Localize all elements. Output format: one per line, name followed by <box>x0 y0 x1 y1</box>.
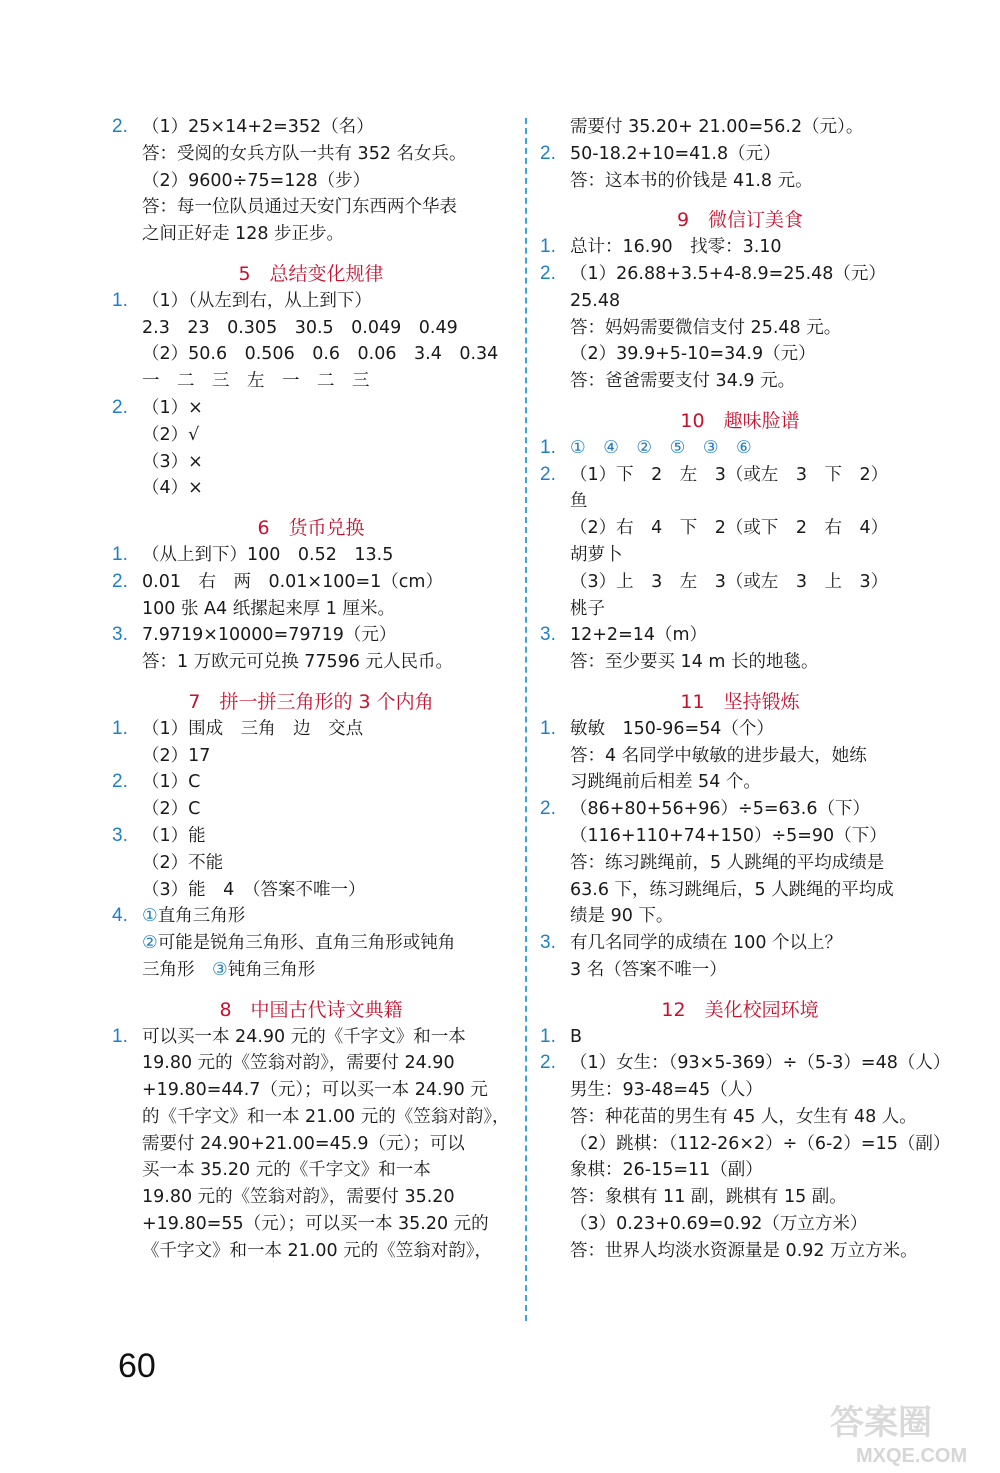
answer-line <box>112 622 510 649</box>
answer-text: （1）能 <box>142 825 206 846</box>
answer-line <box>540 716 940 743</box>
answer-text: （2）跳棋：（112-26×2）÷（6-2）=15（副） <box>570 1133 951 1154</box>
section-11-body <box>540 716 940 984</box>
item-number: 2. <box>540 1052 556 1074</box>
answer-line <box>112 743 510 770</box>
answer-text: 答：爸爸需要支付 34.9 元。 <box>570 371 796 392</box>
answer-text: 25.48 <box>570 290 621 311</box>
answer-line <box>540 1104 940 1131</box>
answer-text: （2）√ <box>142 424 200 445</box>
answer-text: 19.80 元的《笠翁对韵》，需要付 35.20 <box>142 1187 455 1208</box>
answer-line <box>540 315 940 342</box>
right-column <box>540 114 951 1265</box>
answer-text: 敏敏 150-96=54（个） <box>570 718 774 739</box>
answer-text: （4）× <box>142 478 203 499</box>
answer-text: 绩是 90 下。 <box>570 906 674 927</box>
answer-text: （3）0.23+0.69=0.92（万立方米） <box>570 1214 868 1235</box>
answer-text: 习跳绳前后相差 54 个。 <box>570 772 761 793</box>
answer-text: 答：种花苗的男生有 45 人，女生有 48 人。 <box>570 1106 917 1127</box>
watermark-sub-text: MXQE.COM <box>856 1445 968 1467</box>
section-title-7: 7 拼一拼三角形的 3 个内角 <box>188 690 434 713</box>
answer-text: （从上到下）100 0.52 13.5 <box>142 544 394 565</box>
section-9-body <box>540 234 940 395</box>
item-number: 2. <box>112 116 128 137</box>
answer-line <box>112 288 510 315</box>
answer-line <box>112 449 510 476</box>
item-number: 1. <box>112 289 128 311</box>
answer-line <box>112 596 510 623</box>
answer-line <box>540 435 940 462</box>
answer-line <box>540 769 940 796</box>
item-number: 2. <box>540 798 556 820</box>
answer-text: 买一本 35.20 元的《千字文》和一本 <box>142 1160 431 1181</box>
answer-line <box>540 622 940 649</box>
answer-line <box>112 221 510 248</box>
answer-line <box>540 542 940 569</box>
answer-line <box>540 1157 940 1184</box>
watermark-main-text: 答案圈 <box>830 1404 932 1442</box>
answer-line <box>112 1238 510 1265</box>
answer-text: （2）C <box>142 799 201 820</box>
left-intro <box>112 114 510 248</box>
answer-line <box>540 743 940 770</box>
answer-line <box>112 1131 510 1158</box>
item-number: 3. <box>112 624 128 646</box>
item-number: 2. <box>112 570 128 592</box>
answer-line <box>540 823 940 850</box>
answer-text: ① ④ ② ⑤ ③ ⑥ <box>570 437 752 458</box>
answer-text: 答：象棋有 11 副，跳棋有 15 副。 <box>570 1187 847 1208</box>
section-title-6: 6 货币兑换 <box>257 517 365 540</box>
answer-text: （1）女生：（93×5-369）÷（5-3）=48（人） <box>570 1053 951 1074</box>
answer-text: （2）右 4 下 2（或下 2 右 4） <box>570 518 889 539</box>
answer-text: 答：4 名同学中敏敏的进步最大，她练 <box>570 745 867 766</box>
answer-line <box>540 1184 940 1211</box>
answer-text: +19.80=55（元）；可以买一本 35.20 元的 <box>142 1214 489 1235</box>
left-column <box>112 114 510 1265</box>
answer-line <box>112 569 510 596</box>
answer-line <box>540 596 940 623</box>
answer-line <box>540 341 940 368</box>
section-6-body <box>112 542 510 676</box>
section-title-10: 10 趣味脸谱 <box>680 409 800 432</box>
section-title-8: 8 中国古代诗文典籍 <box>219 998 403 1021</box>
answer-text: +19.80=44.7（元）；可以买一本 24.90 元 <box>142 1080 488 1101</box>
answer-line <box>112 542 510 569</box>
item-number: 1. <box>112 1025 128 1047</box>
answer-text: （2）50.6 0.506 0.6 0.06 3.4 0.34 <box>142 344 499 365</box>
answer-line <box>540 1238 940 1265</box>
section-12-body <box>540 1024 951 1265</box>
answer-line <box>540 1131 951 1158</box>
item-number: 2. <box>112 396 128 418</box>
answer-text: （3）上 3 左 3（或左 3 上 3） <box>570 571 889 592</box>
answer-line <box>112 716 510 743</box>
answer-text: 2.3 23 0.305 30.5 0.049 0.49 <box>142 317 458 338</box>
section-10-body <box>540 435 940 676</box>
answer-line <box>540 168 940 195</box>
item-number: 1. <box>540 436 556 458</box>
answer-text: 答：妈妈需要微信支付 25.48 元。 <box>570 317 842 338</box>
answer-line <box>112 1077 510 1104</box>
answer-text: （1）25×14+2=352（名） <box>142 117 374 137</box>
answer-text: （2）39.9+5-10=34.9（元） <box>570 344 816 365</box>
answer-text: 三角形 ③钝角三角形 <box>142 959 316 980</box>
section-8-body <box>112 1024 510 1265</box>
answer-line <box>112 823 510 850</box>
answer-text: 胡萝卜 <box>570 544 623 565</box>
answer-text: 可以买一本 24.90 元的《千字文》和一本 <box>142 1026 466 1047</box>
item-number: 3. <box>540 932 556 954</box>
answer-text: ①直角三角形 <box>142 906 246 927</box>
answer-text: （1）26.88+3.5+4-8.9=25.48（元） <box>570 263 886 284</box>
answer-line <box>540 903 940 930</box>
section-title-12: 12 美化校园环境 <box>661 998 819 1021</box>
answer-line <box>540 1050 951 1077</box>
answer-text: 50-18.2+10=41.8（元） <box>570 143 781 164</box>
answer-line <box>540 649 940 676</box>
answer-text: 答：每一位队员通过天安门东西两个华表 <box>142 197 457 218</box>
answer-line <box>540 930 940 957</box>
answer-line <box>112 114 510 141</box>
item-number: 3. <box>540 624 556 646</box>
answer-line <box>540 796 940 823</box>
section-title-11: 11 坚持锻炼 <box>680 690 800 713</box>
item-number: 2. <box>540 262 556 284</box>
answer-text: 男生：93-48=45（人） <box>570 1080 763 1101</box>
answer-line <box>540 850 940 877</box>
answer-text: （2）17 <box>142 745 211 766</box>
answer-line <box>540 957 940 984</box>
answer-line <box>112 1211 510 1238</box>
answer-line <box>112 1157 510 1184</box>
answer-text: 19.80 元的《笠翁对韵》，需要付 24.90 <box>142 1053 455 1074</box>
answer-line <box>540 261 940 288</box>
answer-line <box>540 569 940 596</box>
answer-line <box>112 368 510 395</box>
section-title-5: 5 总结变化规律 <box>238 262 384 285</box>
answer-line <box>112 850 510 877</box>
item-number: 3. <box>112 824 128 846</box>
item-number: 2. <box>540 463 556 485</box>
answer-text: 3 名（答案不唯一） <box>570 959 727 980</box>
watermark-logo <box>826 1400 986 1468</box>
answer-text: 答：受阅的女兵方队一共有 352 名女兵。 <box>142 143 467 164</box>
column-divider <box>525 118 527 1321</box>
answer-text: 答：这本书的价钱是 41.8 元。 <box>570 170 813 191</box>
answer-line <box>112 769 510 796</box>
page-number: 60 <box>118 1347 156 1385</box>
answer-text: 《千字文》和一本 21.00 元的《笠翁对韵》， <box>142 1240 492 1261</box>
answer-text: （1）× <box>142 397 203 418</box>
answer-text: 鱼 <box>570 491 588 512</box>
answer-text: 之间正好走 128 步正步。 <box>142 224 345 245</box>
item-number: 1. <box>112 717 128 739</box>
answer-text: 的《千字文》和一本 21.00 元的《笠翁对韵》， <box>142 1106 510 1127</box>
item-number: 2. <box>540 142 556 164</box>
answer-line <box>112 168 510 195</box>
answer-text: （2）不能 <box>142 852 224 873</box>
answer-line <box>112 1104 510 1131</box>
answer-text: 桃子 <box>570 598 605 619</box>
answer-text: （116+110+74+150）÷5=90（下） <box>570 825 887 846</box>
answer-line <box>540 488 940 515</box>
section-title-9: 9 微信订美食 <box>676 209 804 232</box>
answer-line <box>112 796 510 823</box>
answer-line <box>540 368 940 395</box>
answer-text: 答：1 万欧元可兑换 77596 元人民币。 <box>142 652 453 673</box>
answer-line <box>540 234 940 261</box>
section-5-body <box>112 288 510 502</box>
answer-line <box>540 1211 940 1238</box>
answer-text: 答：至少要买 14 m 长的地毯。 <box>570 652 819 673</box>
answer-line <box>540 515 940 542</box>
answer-text: （2）9600÷75=128（步） <box>142 170 371 191</box>
answer-text: 一 二 三 左 一 二 三 <box>142 371 370 392</box>
answer-line <box>540 462 940 489</box>
answer-text: 7.9719×10000=79719（元） <box>142 625 397 646</box>
answer-line <box>540 877 940 904</box>
answer-text: 总计：16.90 找零：3.10 <box>570 237 782 258</box>
answer-text: ②可能是锐角三角形、直角三角形或钝角 <box>142 933 456 954</box>
answer-line <box>112 930 510 957</box>
answer-text: （1）围成 三角 边 交点 <box>142 718 364 739</box>
item-number: 1. <box>540 1025 556 1047</box>
answer-text: B <box>570 1026 583 1047</box>
answer-text: 12+2=14（m） <box>570 625 708 646</box>
answer-line <box>112 877 510 904</box>
answer-line <box>112 141 510 168</box>
answer-text: 需要付 35.20+ 21.00=56.2（元）。 <box>570 117 864 137</box>
item-number: 1. <box>112 543 128 565</box>
answer-line <box>112 395 510 422</box>
answer-text: （3）能 4 （答案不唯一） <box>142 879 366 900</box>
answer-line <box>112 475 510 502</box>
answer-line <box>112 1184 510 1211</box>
section-7-body <box>112 716 510 984</box>
answer-text: 答：世界人均淡水资源量是 0.92 万立方米。 <box>570 1240 918 1261</box>
answer-text: 象棋：26-15=11（副） <box>570 1160 763 1181</box>
item-number: 1. <box>540 236 556 258</box>
answer-text: （86+80+56+96）÷5=63.6（下） <box>570 799 870 820</box>
answer-text: 需要付 24.90+21.00=45.9（元）；可以 <box>142 1133 465 1154</box>
item-number: 4. <box>112 905 128 927</box>
answer-text: （3）× <box>142 451 203 472</box>
answer-line <box>112 1050 510 1077</box>
answer-line <box>112 422 510 449</box>
item-number: 1. <box>540 717 556 739</box>
answer-line <box>540 288 940 315</box>
answer-line <box>112 903 510 930</box>
right-intro <box>540 114 940 194</box>
answer-text: 有几名同学的成绩在 100 个以上？ <box>570 933 843 954</box>
answer-line <box>112 341 510 368</box>
answer-line <box>540 141 940 168</box>
answer-text: 答：练习跳绳前，5 人跳绳的平均成绩是 <box>570 852 885 873</box>
answer-text: 63.6 下，练习跳绳后，5 人跳绳的平均成 <box>570 879 894 900</box>
answer-line <box>112 1024 510 1051</box>
answer-line <box>112 315 510 342</box>
answer-line <box>112 194 510 221</box>
answer-text: （1）C <box>142 772 201 793</box>
answer-line <box>540 1024 940 1051</box>
answer-text: 0.01 右 两 0.01×100=1（cm） <box>142 571 443 592</box>
answer-line <box>540 1077 940 1104</box>
answer-line <box>112 957 510 984</box>
answer-text: （1）（从左到右，从上到下） <box>142 290 372 311</box>
answer-text: （1）下 2 左 3（或左 3 下 2） <box>570 464 889 485</box>
answer-line <box>112 649 510 676</box>
answer-text: 100 张 A4 纸摞起来厚 1 厘米。 <box>142 598 395 619</box>
item-number: 2. <box>112 771 128 793</box>
answer-line <box>540 114 940 141</box>
